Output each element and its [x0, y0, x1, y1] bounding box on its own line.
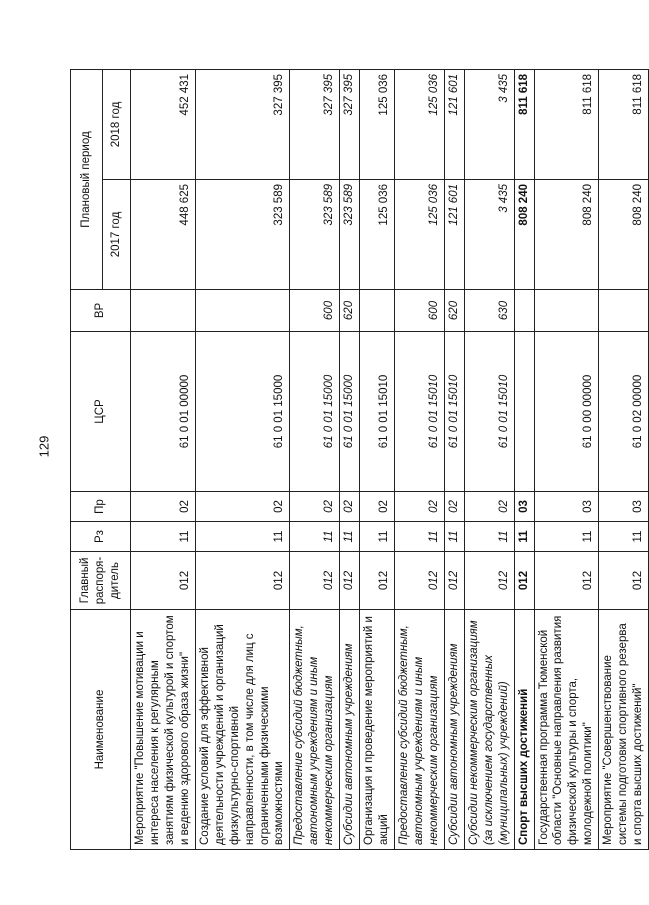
cell-admin: 012 — [131, 552, 196, 610]
cell-admin: 012 — [464, 552, 514, 610]
cell-y2017: 323 589 — [340, 180, 360, 290]
cell-admin: 012 — [395, 552, 445, 610]
cell-rz: 11 — [599, 522, 649, 552]
cell-admin: 012 — [195, 552, 290, 610]
cell-name: Субсидии автономным учреждениям — [444, 610, 464, 850]
cell-pr: 03 — [534, 492, 599, 522]
cell-csr: 61 0 01 15010 — [395, 332, 445, 492]
table-row — [131, 69, 196, 849]
cell-csr: 61 0 01 15010 — [464, 332, 514, 492]
table-row — [514, 69, 534, 849]
header-planned-period: Плановый период — [71, 69, 103, 289]
cell-y2018: 327 395 — [290, 69, 340, 179]
cell-rz: 11 — [195, 522, 290, 552]
header-2018: 2018 год — [103, 69, 131, 179]
cell-csr: 61 0 01 15000 — [195, 332, 290, 492]
table-row — [464, 69, 514, 849]
cell-y2018: 125 036 — [360, 69, 395, 179]
cell-name: Государственная программа Тюменской области "Основные направления развития физической культуры и спорта, молодежной политики" — [534, 610, 599, 850]
cell-vr — [195, 290, 290, 332]
cell-y2017: 808 240 — [599, 180, 649, 290]
cell-y2018: 452 431 — [131, 69, 196, 179]
cell-csr: 61 0 01 00000 — [131, 332, 196, 492]
cell-vr — [360, 290, 395, 332]
cell-y2017: 323 589 — [195, 180, 290, 290]
cell-name: Спорт высших достижений — [514, 610, 534, 850]
table-row — [395, 69, 445, 849]
cell-vr: 600 — [290, 290, 340, 332]
cell-rz: 11 — [444, 522, 464, 552]
cell-csr: 61 0 01 15010 — [444, 332, 464, 492]
cell-y2018: 811 618 — [599, 69, 649, 179]
table-row — [360, 69, 395, 849]
cell-pr: 02 — [395, 492, 445, 522]
cell-vr — [599, 290, 649, 332]
table-row — [340, 69, 360, 849]
cell-admin: 012 — [444, 552, 464, 610]
cell-pr: 02 — [340, 492, 360, 522]
cell-y2017: 808 240 — [514, 180, 534, 290]
cell-y2018: 3 435 — [464, 69, 514, 179]
cell-rz: 11 — [290, 522, 340, 552]
cell-vr — [534, 290, 599, 332]
header-rz: Рз — [71, 522, 131, 552]
cell-pr: 02 — [444, 492, 464, 522]
table-row — [195, 69, 290, 849]
cell-vr: 630 — [464, 290, 514, 332]
cell-y2017: 323 589 — [290, 180, 340, 290]
cell-vr — [131, 290, 196, 332]
cell-y2017: 125 036 — [360, 180, 395, 290]
cell-y2017: 808 240 — [534, 180, 599, 290]
header-admin: Главный распоря-дитель — [71, 552, 131, 610]
cell-csr: 61 0 01 15010 — [360, 332, 395, 492]
cell-rz: 11 — [131, 522, 196, 552]
table-row — [599, 69, 649, 849]
cell-y2017: 3 435 — [464, 180, 514, 290]
header-csr: ЦСР — [71, 332, 131, 492]
header-name: Наименование — [71, 610, 131, 850]
cell-name: Создание условий для эффективной деятельности учреждений и организаций физкультурно-спортивной направленности, в том числе для лиц с ограниченными физическими возможностями — [195, 610, 290, 850]
page-number: 129 — [36, 435, 52, 458]
cell-rz: 11 — [340, 522, 360, 552]
cell-csr: 61 0 01 15000 — [340, 332, 360, 492]
cell-name: Предоставление субсидий бюджетным, автономным учреждениям и иным некоммерческим организациям — [290, 610, 340, 850]
cell-pr: 02 — [290, 492, 340, 522]
cell-name: Организация и проведение мероприятий и акций — [360, 610, 395, 850]
cell-admin: 012 — [290, 552, 340, 610]
table-row — [290, 69, 340, 849]
cell-csr: 61 0 01 15000 — [290, 332, 340, 492]
table-body — [131, 69, 649, 849]
cell-y2018: 125 036 — [395, 69, 445, 179]
cell-y2017: 121 601 — [444, 180, 464, 290]
budget-table — [70, 69, 649, 850]
cell-name: Мероприятие "Повышение мотивации и интереса населения к регулярным занятиям физической культурой и спортом и ведению здорового образа жизни" — [131, 610, 196, 850]
cell-y2018: 327 395 — [195, 69, 290, 179]
cell-name: Субсидии некоммерческим организациям (за исключением государственных (муниципальных) учреждений) — [464, 610, 514, 850]
cell-y2018: 811 618 — [514, 69, 534, 179]
cell-pr: 02 — [360, 492, 395, 522]
cell-vr: 620 — [444, 290, 464, 332]
cell-admin: 012 — [514, 552, 534, 610]
cell-pr: 02 — [131, 492, 196, 522]
cell-vr — [514, 290, 534, 332]
cell-pr: 03 — [599, 492, 649, 522]
cell-rz: 11 — [534, 522, 599, 552]
header-vr: ВР — [71, 290, 131, 332]
rotated-table-container — [70, 70, 645, 850]
cell-pr: 03 — [514, 492, 534, 522]
cell-y2018: 121 601 — [444, 69, 464, 179]
cell-y2017: 448 625 — [131, 180, 196, 290]
cell-rz: 11 — [464, 522, 514, 552]
table-row — [444, 69, 464, 849]
table-row — [534, 69, 599, 849]
cell-admin: 012 — [360, 552, 395, 610]
cell-y2017: 125 036 — [395, 180, 445, 290]
cell-y2018: 811 618 — [534, 69, 599, 179]
cell-admin: 012 — [599, 552, 649, 610]
header-2017: 2017 год — [103, 180, 131, 290]
header-pr: Пр — [71, 492, 131, 522]
cell-csr — [514, 332, 534, 492]
cell-pr: 02 — [464, 492, 514, 522]
cell-vr: 600 — [395, 290, 445, 332]
cell-csr: 61 0 02 00000 — [599, 332, 649, 492]
cell-name: Предоставление субсидий бюджетным, автономным учреждениям и иным некоммерческим организациям — [395, 610, 445, 850]
cell-rz: 11 — [360, 522, 395, 552]
cell-admin: 012 — [534, 552, 599, 610]
cell-y2018: 327 395 — [340, 69, 360, 179]
cell-name: Субсидии автономным учреждениям — [340, 610, 360, 850]
cell-name: Мероприятие "Совершенствование системы подготовки спортивного резерва и спорта высших достижений" — [599, 610, 649, 850]
cell-rz: 11 — [514, 522, 534, 552]
cell-rz: 11 — [395, 522, 445, 552]
cell-pr: 02 — [195, 492, 290, 522]
cell-vr: 620 — [340, 290, 360, 332]
cell-admin: 012 — [340, 552, 360, 610]
cell-csr: 61 0 00 00000 — [534, 332, 599, 492]
